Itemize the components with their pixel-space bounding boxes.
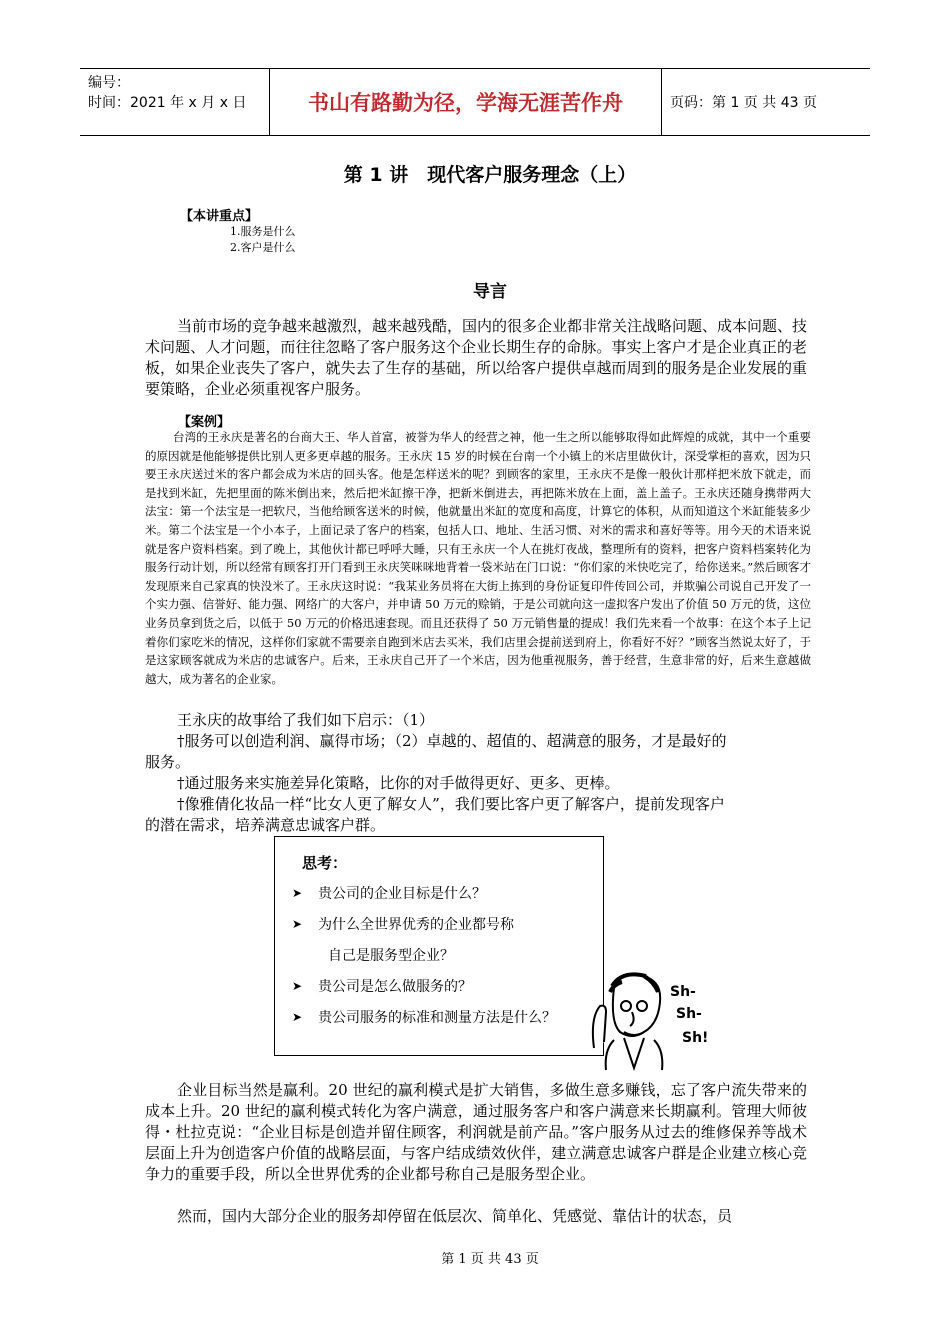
think-title: 思考： [302, 854, 348, 872]
case-heading: 【案例】 [178, 415, 231, 430]
think-question-text: 贵公司的企业目标是什么？ [318, 886, 487, 902]
header-page-label: 页码：第 1 页 共 43 页 [670, 95, 817, 111]
cartoon-text: Sh! [682, 1030, 709, 1046]
cartoon-illustration [574, 968, 714, 1078]
body-paragraph: 企业目标当然是赢利。20 世纪的赢利模式是扩大销售，多做生意多赚钱，忘了客户流失带来的成本上升。20 世纪的赢利模式转化为客户满意，通过服务客户和客户满意来长期赢利。管理大师彼得・杜拉克说：“企业目标是创造并留住顾客，利润就是前产品。”客户服务从过去的维修保养等战术层面上升为创造客户价值的战略层面，与客户结成绩效伙伴，建立满意忠诚客户群是企业建立核心竞争力的重要手段，所以全世界优秀的企业都号称自己是服务型企业。 [145, 1081, 807, 1183]
lesson-1: †服务可以创造利润、赢得市场；（2）卓越的、超值的、超满意的服务，才是最好的 [177, 732, 727, 750]
arrow-icon: ➤ [292, 1010, 303, 1024]
page-footer: 第 1 页 共 43 页 [441, 1252, 539, 1267]
think-question-text: 贵公司是怎么做服务的？ [318, 979, 473, 995]
case-text: 台湾的王永庆是著名的台商大王、华人首富，被誉为华人的经营之神，他一生之所以能够取得如此辉煌的成就，其中一个重要的原因就是他能够提供比别人更多更卓越的服务。王永庆 15 岁的时候在台南一个小镇上的米店里做伙计，深受掌柜的喜欢，因为只要王永庆送过米的客户都会成为米店的回头客。他是怎样送米的呢？到顾客的家里，王永庆不是像一般伙计那样把米放下就走，而是找到米缸，先把里面的陈米倒出来，然后把米缸擦干净，把新米倒进去，再把陈米放在上面，盖上盖子。王永庆还随身携带两大法宝：第一个法宝是一把软尺，当他给顾客送米的时候，他就量出米缸的宽度和高度，计算它的体积，从而知道这个米缸能装多少米。第二个法宝是一个小本子，上面记录了客户的档案，包括人口、地址、生活习惯、对米的需求和喜好等等。用今天的术语来说就是客户资料档案。到了晚上，其他伙计都已呼呼大睡，只有王永庆一个人在挑灯夜战，整理所有的资料，把客户资料档案转化为服务行动计划，所以经常有顾客打开门看到王永庆笑咪咪地背着一袋米站在门口说：“你们家的米快吃完了，给你送来。”然后顾客才发现原来自己家真的快没米了。王永庆这时说：“我某业务员将在大街上拣到的身份证复印件传回公司，并欺骗公司说自己开发了一个实力强、信誉好、能力强、网络广的大客户，并申请 50 万元的赊销，于是公司就向这一虚拟客户发出了价值 50 万元的货，这位业务员拿到货之后，以低于 50 万元的价格迅速套现。而且还获得了 50 万元销售量的提成！我们先来看一个故事：在这个本子上记着你们家吃米的情况，这样你们家就不需要亲自跑到米店去买米，我们店里会提前送到府上，你看好不好？”顾客当然说太好了，于是这家顾客就成为米店的忠诚客户。后来，王永庆自己开了一个米店，因为他重视服务，善于经营，生意非常的好，后来生意越做越大，成为著名的企业家。 [145, 430, 811, 686]
page-title: 第 1 讲 现代客户服务理念（上） [343, 164, 637, 186]
think-question-text: 自己是服务型企业？ [328, 948, 454, 964]
number-label: 编号： [88, 75, 130, 91]
intro-heading: 导言 [473, 282, 507, 302]
focus-item: 1.服务是什么 [230, 225, 296, 238]
arrow-icon: ➤ [292, 979, 303, 993]
lesson-3: †像雅倩化妆品一样“比女人更了解女人”，我们要比客户更了解客户，提前发现客户 [177, 795, 725, 813]
think-question-text: 为什么全世界优秀的企业都号称 [318, 917, 515, 933]
think-question-text: 贵公司服务的标准和测量方法是什么？ [318, 1010, 557, 1026]
think-question [292, 883, 486, 903]
think-question-cont [328, 945, 454, 965]
cartoon-text: Sh- [670, 984, 696, 1000]
time-label: 时间：2021 年 x 月 x 日 [88, 95, 247, 111]
think-question [292, 1007, 556, 1027]
cartoon-text: Sh- [676, 1006, 702, 1022]
focus-item: 2.客户是什么 [230, 241, 296, 254]
focus-heading: 【本讲重点】 [180, 209, 259, 224]
lesson-3-cont: 的潜在需求，培养满意忠诚客户群。 [145, 816, 386, 834]
arrow-icon: ➤ [292, 917, 303, 931]
lesson-1-cont: 服务。 [145, 753, 191, 771]
lessons-intro: 王永庆的故事给了我们如下启示：（1） [177, 711, 435, 729]
body-paragraph: 然而，国内大部分企业的服务却停留在低层次、简单化、凭感觉、靠估计的状态，员 [177, 1207, 733, 1225]
think-question [292, 914, 514, 934]
header-motto: 书山有路勤为径，学海无涯苦作舟 [270, 69, 662, 135]
think-question [292, 976, 472, 996]
header-meta [80, 69, 270, 135]
arrow-icon: ➤ [292, 886, 303, 900]
intro-paragraph: 当前市场的竞争越来越激烈，越来越残酷，国内的很多企业都非常关注战略问题、成本问题、技术问题、人才问题，而往往忽略了客户服务这个企业长期生存的命脉。事实上客户才是企业真正的老板，如果企业丧失了客户，就失去了生存的基础，所以给客户提供卓越而周到的服务是企业发展的重要策略，企业必须重视客户服务。 [145, 317, 808, 398]
lesson-2: †通过服务来实施差异化策略，比你的对手做得更好、更多、更棒。 [177, 774, 620, 792]
header-table [80, 68, 870, 136]
